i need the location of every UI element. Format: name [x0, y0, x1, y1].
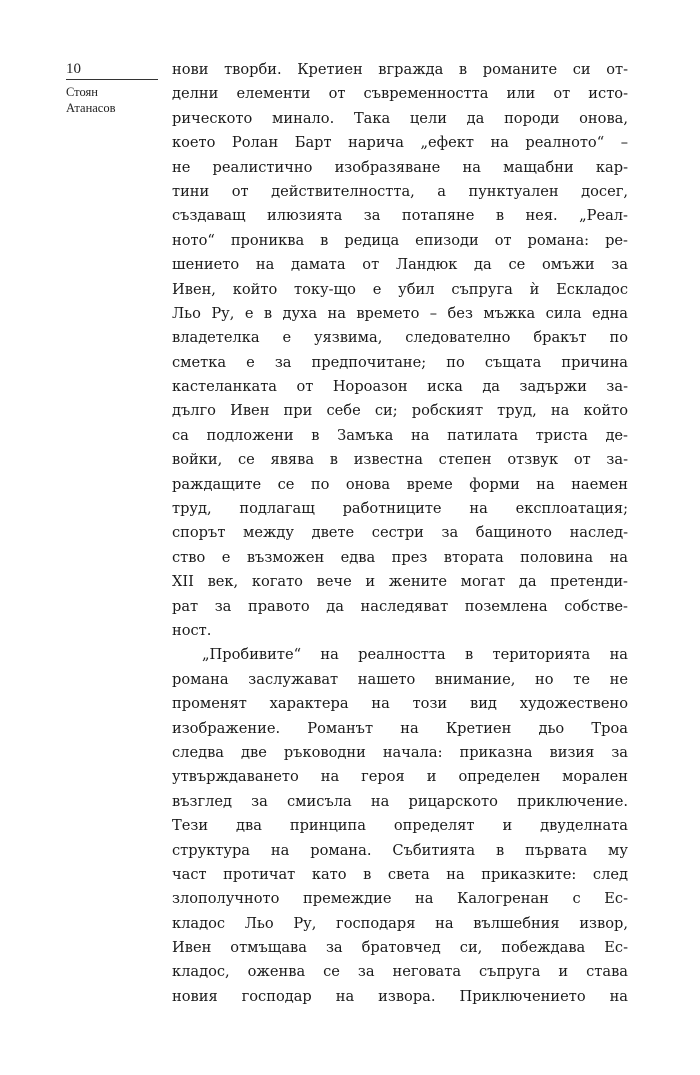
text-line: са подложени в Замъка на патилата триста де- [172, 426, 628, 444]
text-line: нови творби. Кретиен вгражда в романите си от- [172, 61, 628, 78]
text-line: кастеланката от Нороазон иска да задържи за- [172, 378, 628, 396]
text-line: променят характера на този вид художествено [172, 695, 628, 713]
text-line: романа заслужават нашето внимание, но те не [172, 670, 628, 688]
paragraph [172, 643, 628, 1009]
text-line: част протичат като в света на приказките: след [172, 865, 628, 883]
text-line: утвърждаването на героя и определен морален [172, 768, 628, 786]
text-line: Льо Ру, е в духа на времето – без мъжка сила една [172, 304, 628, 322]
margin-rule [66, 79, 158, 80]
text-line: създаващ илюзията за потапяне в нея. „Реал- [172, 207, 628, 225]
text-line: кладос, оженва се за неговата съпруга и става [172, 963, 628, 981]
text-line: „Пробивите“ на реалността в територията на [202, 646, 628, 664]
text-line: структура на романа. Събитията в първата му [172, 841, 628, 859]
text-line: XII век, когато вече и жените могат да претенди- [172, 573, 628, 591]
text-line: делни елементи от съвременността или от исто- [172, 85, 628, 103]
text-line: Тези два принципа определят и двуделната [172, 817, 628, 835]
text-line: сметка е за предпочитане; по същата причина [172, 353, 628, 371]
text-line: рическото минало. Така цели да породи онова, [172, 109, 628, 127]
text-line: Ивен отмъщава за братовчед си, побеждава Ес- [172, 939, 628, 957]
text-line: което Ролан Барт нарича „ефект на реалното“ – [172, 134, 628, 152]
text-line: новия господар на извора. Приключението на [172, 987, 628, 1005]
author-last-name: Атанасов [66, 101, 116, 115]
text-line: раждащите се по онова време форми на наемен [172, 475, 628, 493]
text-line: войки, се явява в известна степен отзвук от за- [172, 451, 628, 469]
text-line: ното“ прониква в редица епизоди от романа: ре- [172, 231, 628, 249]
text-line: злополучното премеждие на Калогренан с Ес- [172, 890, 628, 908]
text-line: спорът между двете сестри за бащиното наслед- [172, 524, 628, 542]
text-line: шението на дамата от Ландюк да се омъжи за [172, 256, 628, 274]
text-line: тини от действителността, а пунктуален досег, [172, 182, 628, 200]
text-line: дълго Ивен при себе си; робският труд, на който [172, 402, 628, 420]
text-line: ност. [172, 621, 212, 639]
text-line: кладос Льо Ру, господаря на вълшебния извор, [172, 914, 628, 932]
page-number: 10 [66, 61, 81, 77]
text-line: изображение. Романът на Кретиен дьо Троа [172, 719, 628, 737]
text-line: владетелка е уязвима, следователно бракът по [172, 329, 628, 347]
author-first-name: Стоян [66, 85, 98, 99]
text-line: ство е възможен едва през втората половина на [172, 548, 628, 566]
text-line: не реалистично изобразяване на мащабни кар- [172, 158, 628, 176]
paragraph [172, 58, 628, 643]
running-head-author [66, 84, 158, 116]
body-text [172, 58, 628, 1009]
page-margin [66, 60, 158, 116]
text-line: възглед за смисъла на рицарското приключение. [172, 792, 628, 810]
text-line: труд, подлагащ работниците на експлоатация; [172, 500, 628, 518]
text-line: следва две ръководни начала: приказна визия за [172, 743, 628, 761]
text-line: Ивен, който току-що е убил съпруга ѝ Ескладос [172, 280, 628, 298]
text-line: рат за правото да наследяват поземлена собстве- [172, 597, 628, 615]
